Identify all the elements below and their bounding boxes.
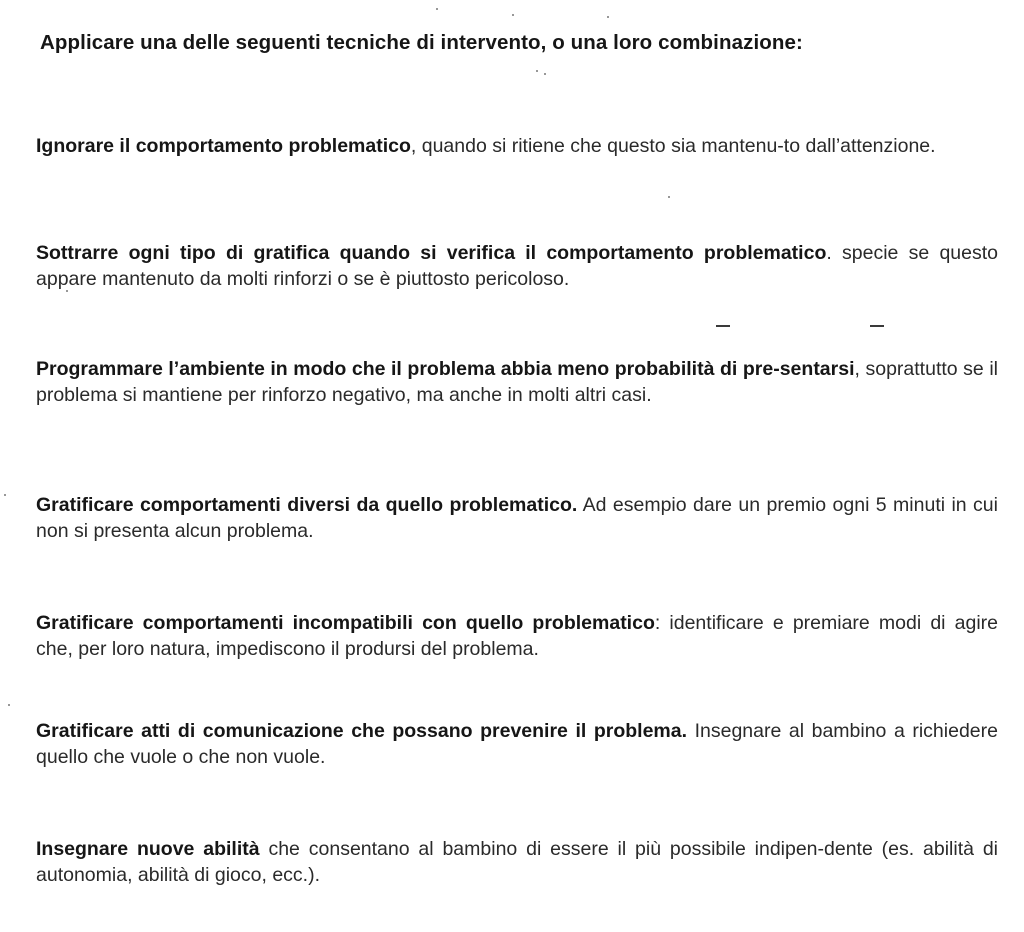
technique-title: Sottrarre ogni tipo di gratifica quando si verifica il comportamento problematico bbox=[36, 242, 827, 264]
technique-title: Gratificare atti di comunicazione che possano prevenire il problema. bbox=[36, 720, 688, 742]
scan-speck bbox=[4, 494, 6, 496]
technique-item-communication bbox=[36, 718, 998, 770]
technique-description: Insegnare al bambino a richiedere quello che vuole o che non vuole. bbox=[36, 720, 998, 768]
technique-description: che consentano al bambino di essere il più possibile indipen-dente (es. abilità di autonomia, abilità di gioco, ecc.). bbox=[36, 838, 999, 886]
scan-speck bbox=[512, 14, 514, 16]
technique-item-different-behaviours bbox=[36, 492, 998, 544]
technique-description: Ad esempio dare un premio ogni 5 minuti in cui non si presenta alcun problema. bbox=[36, 494, 998, 542]
scan-speck bbox=[436, 8, 438, 10]
technique-title: Ignorare il comportamento problematico bbox=[36, 135, 411, 157]
scan-mark bbox=[716, 325, 730, 327]
technique-description: : identificare e premiare modi di agire che, per loro natura, impediscono il prodursi del problema. bbox=[36, 612, 998, 660]
technique-item-remove-gratification bbox=[36, 240, 998, 292]
scan-speck bbox=[607, 16, 609, 18]
page-heading: Applicare una delle seguenti tecniche di intervento, o una loro combinazione: bbox=[40, 31, 803, 54]
technique-item-incompatible-behaviours bbox=[36, 610, 998, 662]
technique-title: Insegnare nuove abilità bbox=[36, 838, 260, 860]
scan-speck bbox=[668, 196, 670, 198]
technique-item-program-environment bbox=[36, 356, 998, 408]
scan-speck bbox=[536, 70, 538, 72]
technique-title: Gratificare comportamenti diversi da quello problematico. bbox=[36, 494, 578, 516]
technique-item-new-skills bbox=[36, 836, 998, 888]
technique-description: . specie se questo appare mantenuto da molti rinforzi o se è piuttosto pericoloso. bbox=[36, 242, 998, 290]
scan-speck bbox=[66, 290, 68, 292]
technique-title: Programmare l’ambiente in modo che il problema abbia meno probabilità di pre-sentarsi bbox=[36, 358, 855, 380]
scan-speck bbox=[8, 704, 10, 706]
scan-speck bbox=[544, 73, 546, 75]
technique-description: , quando si ritiene che questo sia mantenu-to dall’attenzione. bbox=[410, 135, 936, 157]
technique-item-ignore bbox=[36, 133, 998, 159]
technique-description: , soprattutto se il problema si mantiene per rinforzo negativo, ma anche in molti altri casi. bbox=[36, 358, 998, 406]
scan-mark bbox=[870, 325, 884, 327]
technique-title: Gratificare comportamenti incompatibili con quello problematico bbox=[36, 612, 655, 634]
